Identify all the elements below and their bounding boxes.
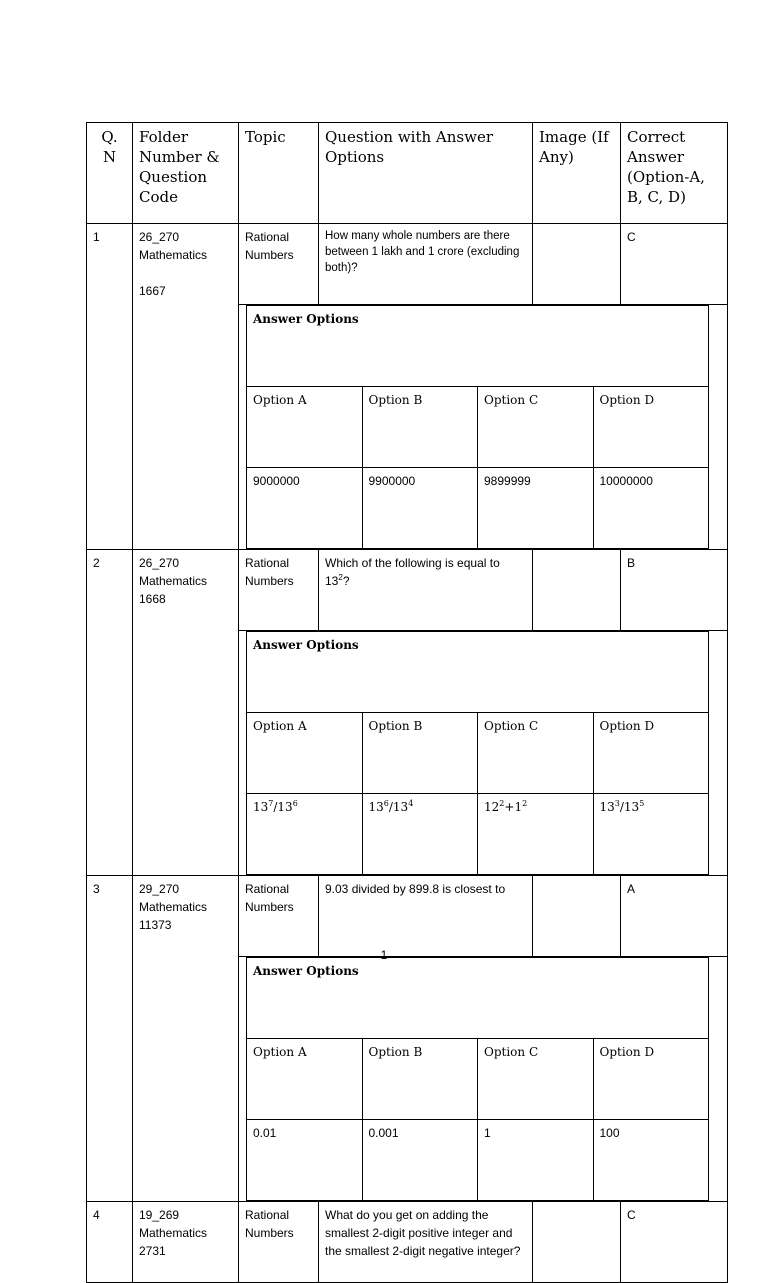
image-cell bbox=[533, 224, 621, 305]
question-cell: How many whole numbers are there between 1 lakh and 1 crore (excluding both)? bbox=[319, 224, 533, 305]
topic-cell: Rational Numbers bbox=[239, 550, 319, 631]
folder-number: 29_270 bbox=[139, 882, 180, 896]
question-end: ? bbox=[342, 574, 350, 588]
answer-options-table bbox=[246, 957, 709, 1201]
page-number: 1 bbox=[380, 948, 388, 962]
option-c-value: 9899999 bbox=[478, 468, 594, 549]
subject: Mathematics bbox=[139, 574, 208, 588]
header-qn: Q. N bbox=[87, 123, 133, 224]
answer-options-title: Answer Options bbox=[247, 958, 709, 1039]
image-cell bbox=[533, 876, 621, 957]
question-code: 2731 bbox=[139, 1244, 166, 1258]
option-b-value: 0.001 bbox=[362, 1120, 478, 1201]
topic-cell: Rational Numbers bbox=[239, 1202, 319, 1283]
option-c-label: Option C bbox=[478, 713, 594, 794]
question-exponent: 2 bbox=[338, 573, 343, 582]
folder-number: 26_270 bbox=[139, 556, 180, 570]
option-a-value: $13^7/13^6$ bbox=[247, 794, 363, 875]
header-folder: Folder Number & Question Code bbox=[133, 123, 239, 224]
subject: Mathematics bbox=[139, 900, 208, 914]
option-d-value: 10000000 bbox=[593, 468, 709, 549]
topic-cell: Rational Numbers bbox=[239, 876, 319, 957]
answer-options-table bbox=[246, 305, 709, 549]
answer-options-title: Answer Options bbox=[247, 632, 709, 713]
option-d-label: Option D bbox=[593, 713, 709, 794]
qn-cell: 3 bbox=[87, 876, 133, 1202]
option-a-label: Option A bbox=[247, 713, 363, 794]
option-c-value: 1 bbox=[478, 1120, 594, 1201]
answer-options-table bbox=[246, 631, 709, 875]
option-d-label: Option D bbox=[593, 1039, 709, 1120]
question-code: 1668 bbox=[139, 592, 166, 606]
question-cell: What do you get on adding the smallest 2-digit positive integer and the smallest 2-digit negative integer? bbox=[319, 1202, 533, 1283]
subject: Mathematics bbox=[139, 1226, 208, 1240]
answer-options-cell bbox=[239, 957, 728, 1202]
question-row-4 bbox=[87, 1202, 728, 1283]
option-b-value: $13^6/13^4$ bbox=[362, 794, 478, 875]
option-b-value: 9900000 bbox=[362, 468, 478, 549]
folder-cell bbox=[133, 1202, 239, 1283]
qn-cell: 4 bbox=[87, 1202, 133, 1283]
header-image: Image (If Any) bbox=[533, 123, 621, 224]
option-c-label: Option C bbox=[478, 387, 594, 468]
topic-cell: Rational Numbers bbox=[239, 224, 319, 305]
image-cell bbox=[533, 1202, 621, 1283]
question-row-2 bbox=[87, 550, 728, 631]
option-c-label: Option C bbox=[478, 1039, 594, 1120]
option-a-label: Option A bbox=[247, 1039, 363, 1120]
option-a-value: 0.01 bbox=[247, 1120, 363, 1201]
option-d-value: 100 bbox=[593, 1120, 709, 1201]
option-a-value: 9000000 bbox=[247, 468, 363, 549]
correct-answer-cell: C bbox=[621, 1202, 728, 1283]
option-d-value: $13^3/13^5$ bbox=[593, 794, 709, 875]
header-row bbox=[87, 123, 728, 224]
question-row-1 bbox=[87, 224, 728, 305]
folder-cell bbox=[133, 876, 239, 1202]
question-cell bbox=[319, 550, 533, 631]
answer-options-cell bbox=[239, 631, 728, 876]
question-table bbox=[86, 122, 728, 1283]
subject: Mathematics bbox=[139, 248, 208, 262]
correct-answer-cell: C bbox=[621, 224, 728, 305]
answer-options-title: Answer Options bbox=[247, 306, 709, 387]
folder-number: 19_269 bbox=[139, 1208, 180, 1222]
question-row-3 bbox=[87, 876, 728, 957]
folder-number: 26_270 bbox=[139, 230, 180, 244]
question-text: Which of the following is equal to 13 bbox=[325, 556, 500, 588]
question-cell: 9.03 divided by 899.8 is closest to bbox=[319, 876, 533, 957]
image-cell bbox=[533, 550, 621, 631]
header-answer: Correct Answer (Option-A, B, C, D) bbox=[621, 123, 728, 224]
answer-options-cell bbox=[239, 305, 728, 550]
option-b-label: Option B bbox=[362, 1039, 478, 1120]
option-b-label: Option B bbox=[362, 713, 478, 794]
option-b-label: Option B bbox=[362, 387, 478, 468]
qn-cell: 1 bbox=[87, 224, 133, 550]
option-c-value: $12^2+1^2$ bbox=[478, 794, 594, 875]
header-topic: Topic bbox=[239, 123, 319, 224]
correct-answer-cell: A bbox=[621, 876, 728, 957]
header-question: Question with Answer Options bbox=[319, 123, 533, 224]
folder-cell bbox=[133, 550, 239, 876]
option-a-label: Option A bbox=[247, 387, 363, 468]
folder-cell bbox=[133, 224, 239, 550]
option-d-label: Option D bbox=[593, 387, 709, 468]
question-code: 11373 bbox=[139, 918, 172, 932]
correct-answer-cell: B bbox=[621, 550, 728, 631]
qn-cell: 2 bbox=[87, 550, 133, 876]
question-code: 1667 bbox=[139, 284, 166, 298]
